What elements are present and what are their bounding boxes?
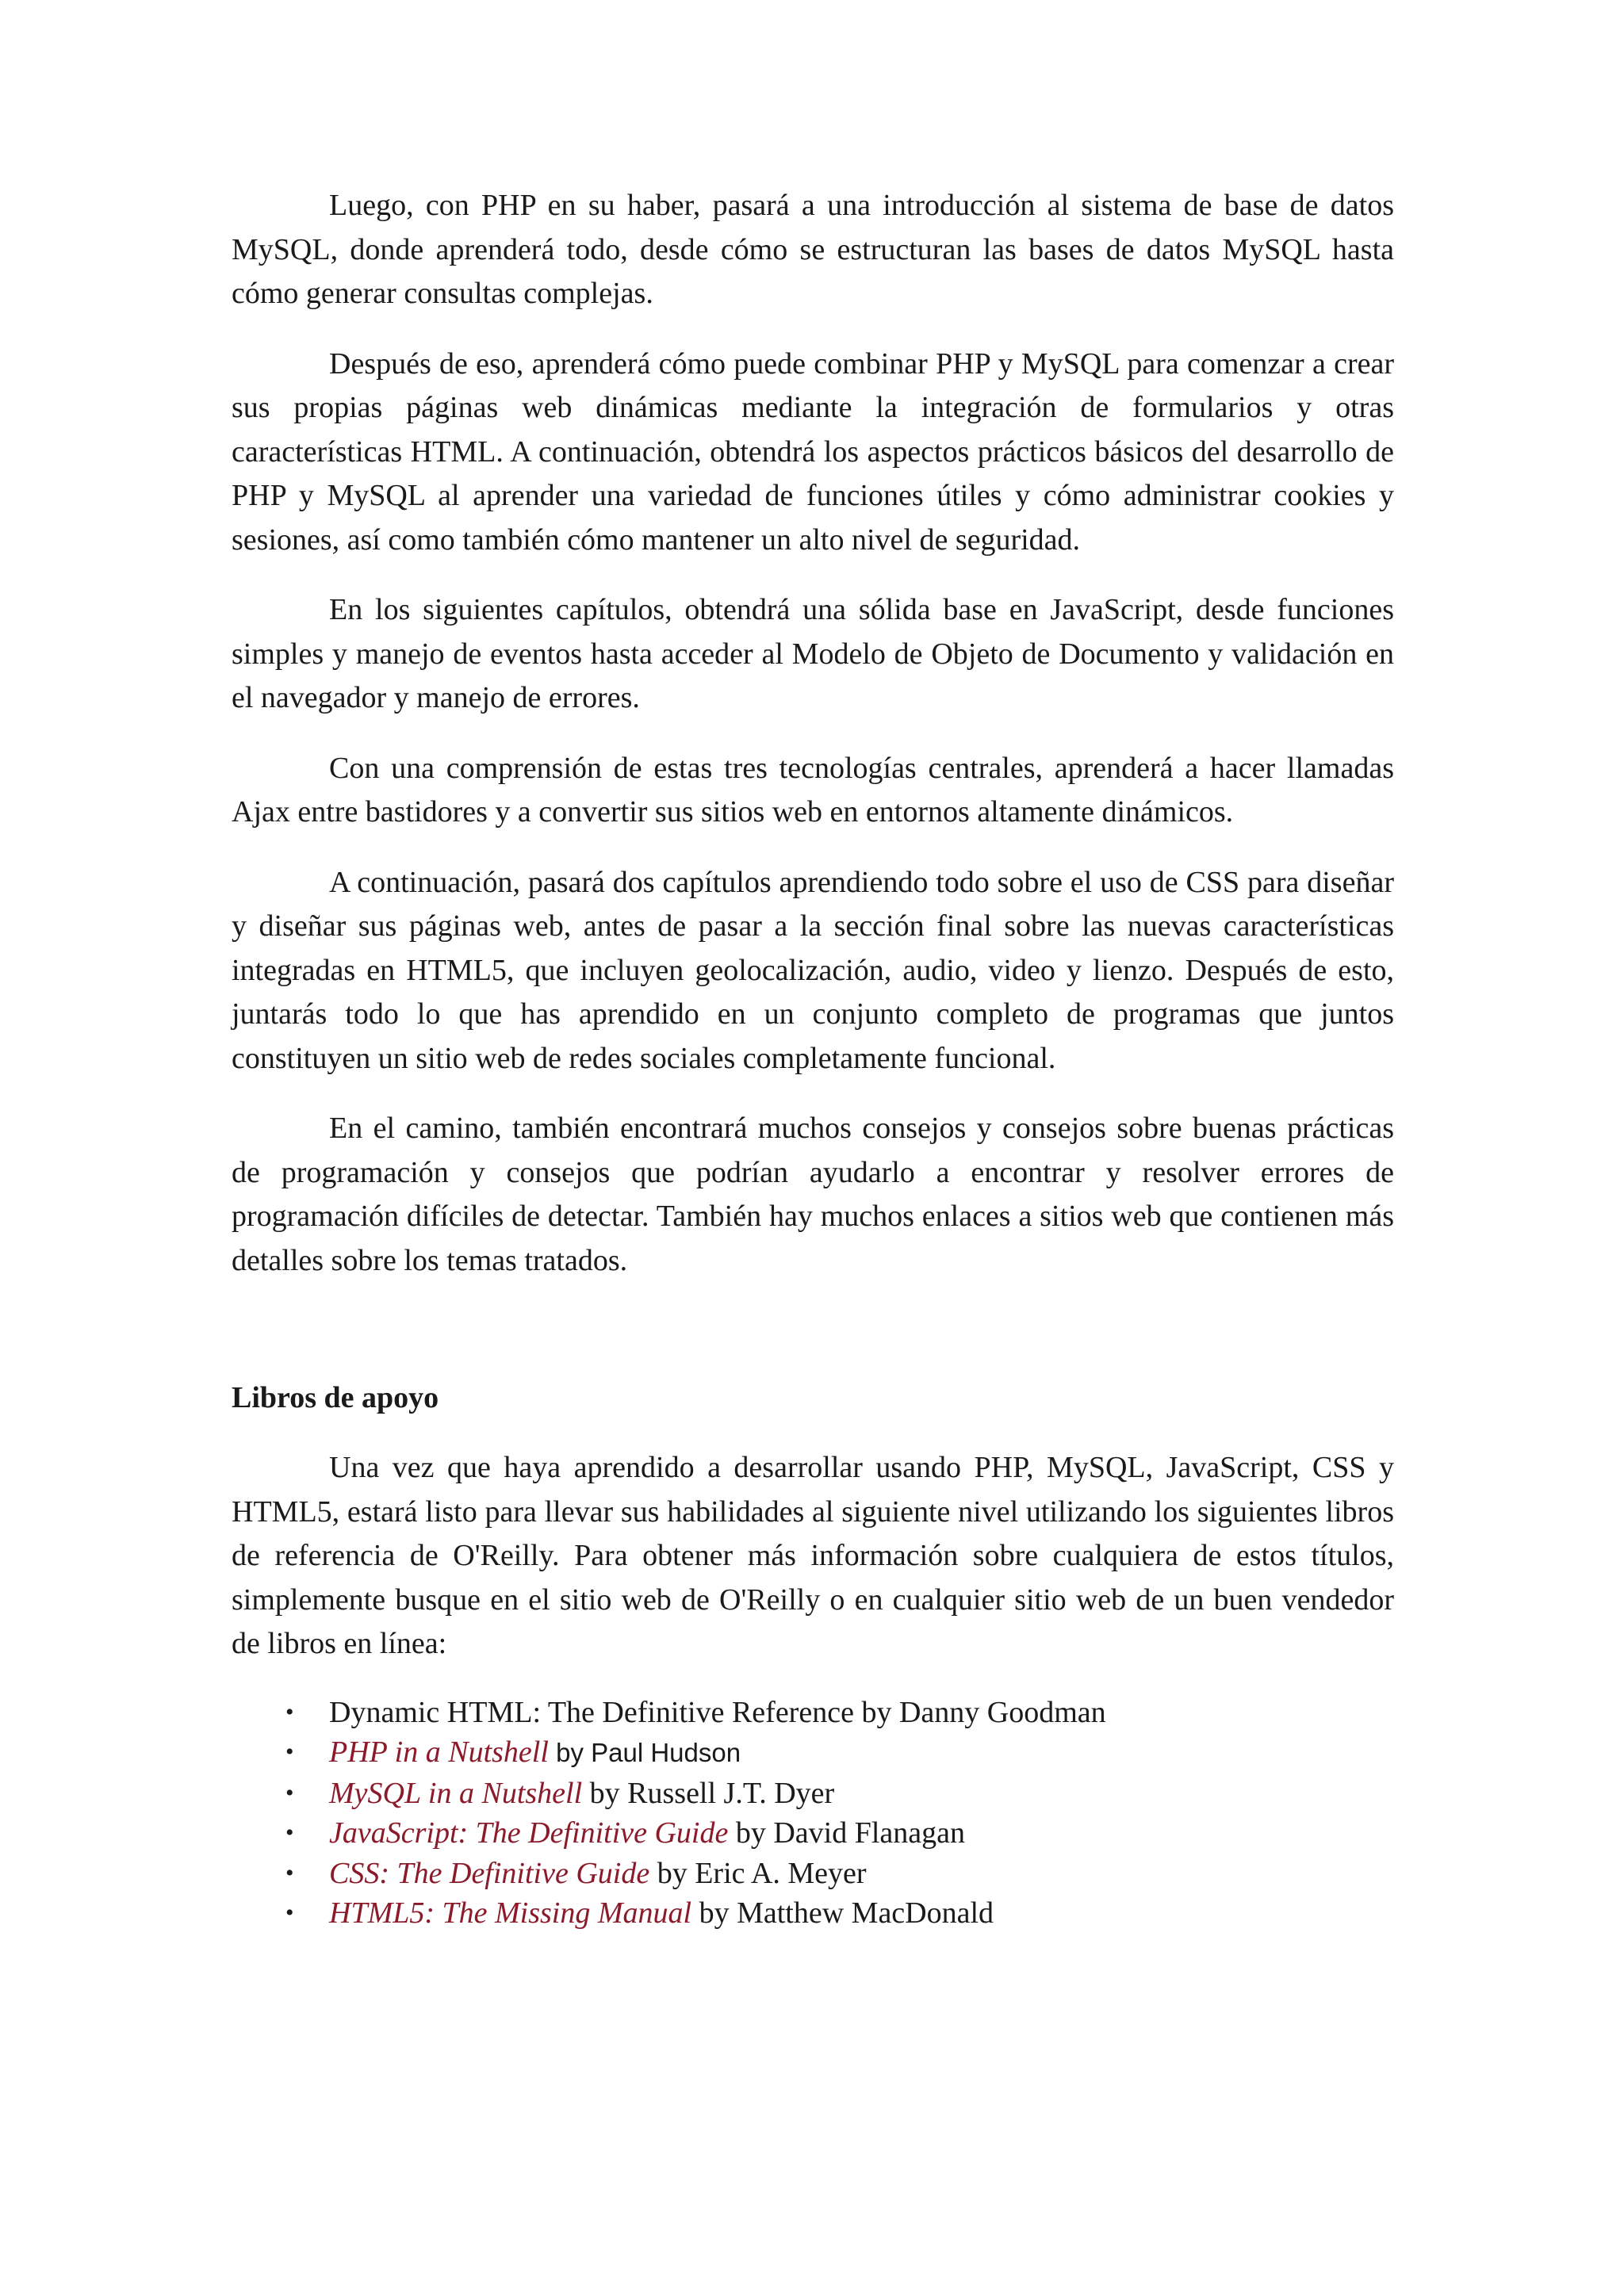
paragraph-php-mysql-intro: Luego, con PHP en su haber, pasará a una introducción al sistema de base de datos MySQL, donde aprenderá todo, desde cómo se estructuran las bases de datos MySQL hasta cómo generar consultas complejas. xyxy=(232,189,1394,310)
bullet-icon: • xyxy=(285,1859,294,1886)
paragraph-css-html5: A continuación, pasará dos capítulos aprendiendo todo sobre el uso de CSS para diseñar y diseñar sus páginas web, antes de pasar a la sección final sobre las nuevas características integradas en HTML5, que incluyen geolocalización, audio, video y lienzo. Después de esto, juntarás todo lo que has aprendido en un conjunto completo de programas que juntos constituyen un sitio web de redes sociales completamente funcional. xyxy=(232,865,1394,1075)
bullet-icon: • xyxy=(285,1820,294,1846)
book-author: by David Flanagan xyxy=(728,1816,966,1850)
book-title-link[interactable]: HTML5: The Missing Manual xyxy=(329,1896,692,1930)
list-item xyxy=(232,1813,1394,1854)
book-author: by Eric A. Meyer xyxy=(649,1856,867,1890)
bullet-icon: • xyxy=(285,1779,294,1806)
book-author: by Matthew MacDonald xyxy=(691,1896,994,1930)
book-list xyxy=(232,1693,1394,1934)
paragraph-php-mysql-combined: Después de eso, aprenderá cómo puede combinar PHP y MySQL para comenzar a crear sus propias páginas web dinámicas mediante la integración de formularios y otras características HTML. A continuación, obtendrá los aspectos prácticos básicos del desarrollo de PHP y MySQL al aprender una variedad de funciones útiles y cómo administrar cookies y sesiones, así como también cómo mantener un alto nivel de seguridad. xyxy=(232,346,1394,557)
bullet-icon: • xyxy=(285,1739,294,1765)
section-heading: Libros de apoyo xyxy=(232,1381,439,1414)
list-item xyxy=(232,1854,1394,1894)
list-item xyxy=(232,1774,1394,1814)
book-title-link[interactable]: JavaScript: The Definitive Guide xyxy=(329,1816,729,1850)
document-page xyxy=(232,184,1394,1934)
list-item xyxy=(232,1732,1394,1774)
paragraph-support-books-intro: Una vez que haya aprendido a desarrollar usando PHP, MySQL, JavaScript, CSS y HTML5, estará listo para llevar sus habilidades al siguiente nivel utilizando los siguientes libros de referencia de O'Reilly. Para obtener más información sobre cualquiera de estos títulos, simplemente busque en el sitio web de O'Reilly o en cualquier sitio web de un buen vendedor de libros en línea: xyxy=(232,1451,1394,1660)
list-item xyxy=(232,1893,1394,1934)
bullet-icon: • xyxy=(285,1698,294,1725)
book-author: by Paul Hudson xyxy=(548,1738,741,1767)
book-title-link[interactable]: PHP in a Nutshell xyxy=(329,1735,549,1769)
book-author: by Russell J.T. Dyer xyxy=(582,1776,835,1810)
bullet-icon: • xyxy=(285,1900,294,1926)
book-title-link[interactable]: MySQL in a Nutshell xyxy=(329,1776,583,1810)
paragraph-tips: En el camino, también encontrará muchos consejos y consejos sobre buenas prácticas de programación y consejos que podrían ayudarlo a encontrar y resolver errores de programación difíciles de detectar. También hay muchos enlaces a sitios web que contienen más detalles sobre los temas tratados. xyxy=(232,1112,1394,1277)
book-title-link[interactable]: CSS: The Definitive Guide xyxy=(329,1856,650,1890)
paragraph-ajax: Con una comprensión de estas tres tecnologías centrales, aprenderá a hacer llamadas Ajax entre bastidores y a convertir sus sitios web en entornos altamente dinámicos. xyxy=(232,751,1394,828)
list-item xyxy=(232,1693,1394,1733)
book-entry-text: Dynamic HTML: The Definitive Reference by Danny Goodman xyxy=(329,1695,1106,1729)
paragraph-javascript: En los siguientes capítulos, obtendrá una sólida base en JavaScript, desde funciones simples y manejo de eventos hasta acceder al Modelo de Objeto de Documento y validación en el navegador y manejo de errores. xyxy=(232,593,1394,714)
